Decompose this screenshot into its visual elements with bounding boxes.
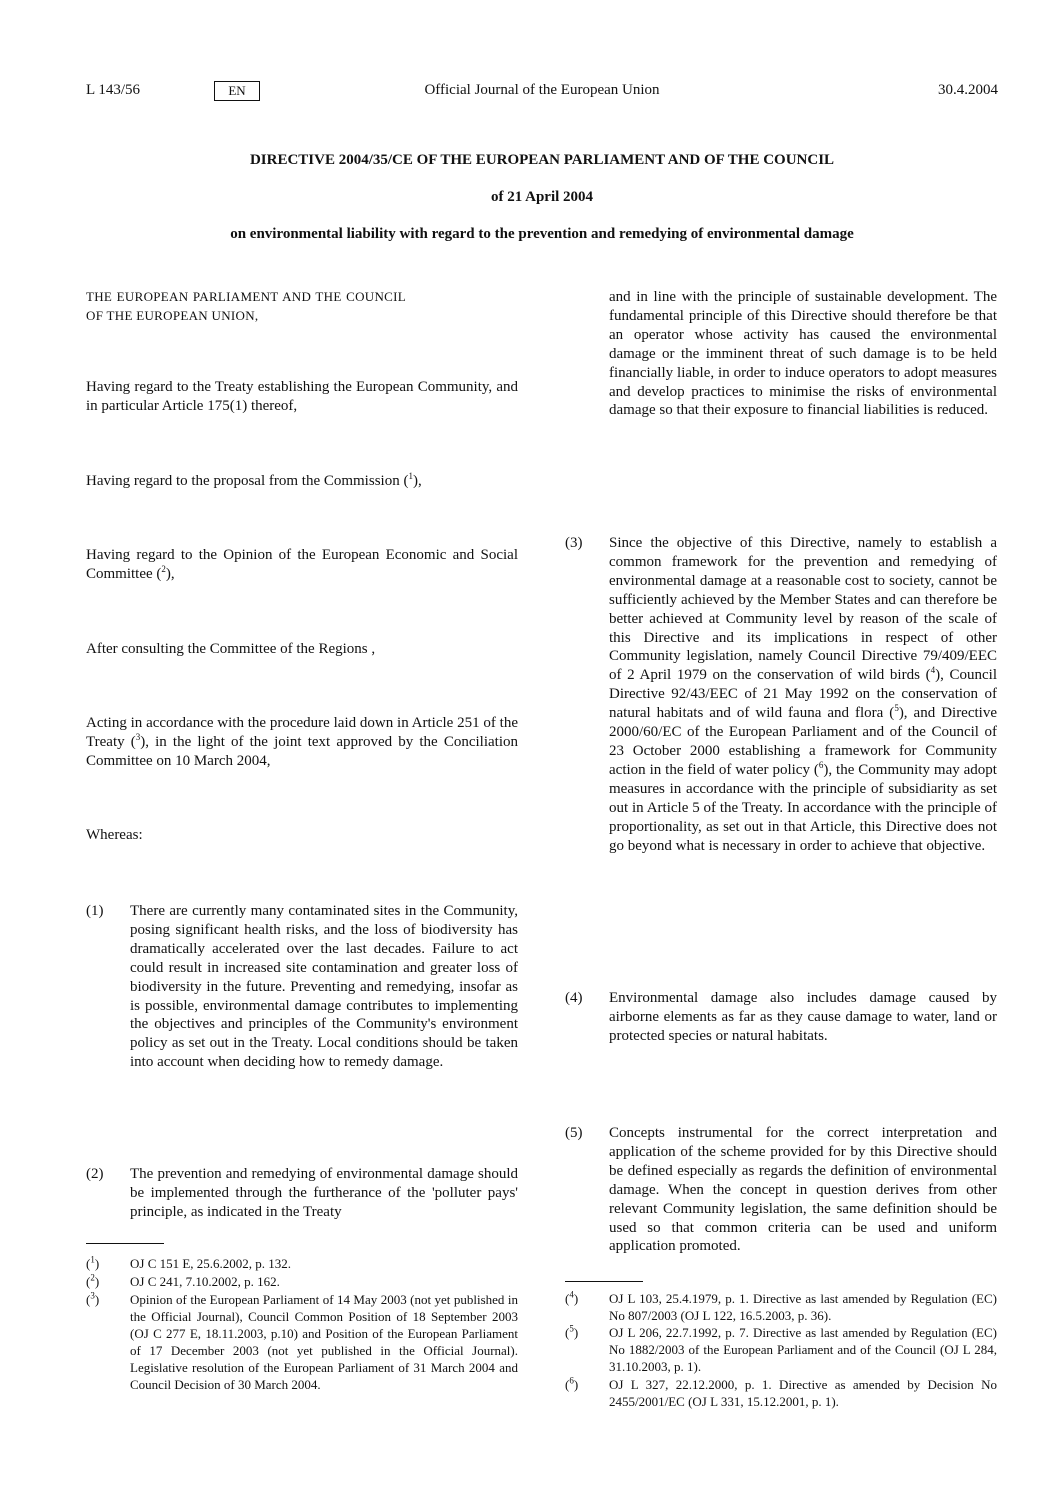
footnote-text: OJ L 327, 22.12.2000, p. 1. Directive as amended by Decision No 2455/2001/EC (OJ L 331, 15.12.2001, p. 1).	[609, 1377, 997, 1409]
footnote-number: ($^1$)	[86, 1254, 100, 1271]
footnote-number: ($^3$)	[86, 1290, 100, 1307]
recital-text: The prevention and remedying of environmental damage should be implemented through the furtherance of the 'polluter pays' principle, as indicated in the Treaty	[130, 1166, 518, 1220]
preamble-regions: After consulting the Committee of the Regions ,	[86, 641, 376, 657]
footnote-text: Opinion of the European Parliament of 14 May 2003 (not yet published in the Official Journal), Council Common Position of 18 September 2003 (OJ C 277 E, 18.11.2003, p.10) and Position of the European Parliament of 17 December 2003 (not yet published in the Official Journal). Legislative resolution of the European Parliament of 31 March 2004 and Council Decision of 30 March 2004.	[130, 1292, 518, 1392]
recital-number: (1)	[86, 903, 104, 919]
recital-number: (4)	[565, 990, 583, 1006]
footnote-text: OJ L 103, 25.4.1979, p. 1. Directive as last amended by Regulation (EC) No 807/2003 (OJ L 122, 16.5.2003, p. 36).	[609, 1291, 997, 1323]
footnote-number: ($^4$)	[565, 1289, 579, 1306]
journal-title: Official Journal of the European Union	[424, 82, 660, 98]
footnote-ref-5: 5	[894, 703, 899, 714]
preamble-procedure-end: ), in the light of the joint text approved by the Conciliation Committee on 10 March 2004,	[86, 733, 519, 769]
recital-number: (2)	[86, 1166, 104, 1182]
footnote-ref-6: 6	[818, 759, 824, 770]
footnote-ref-4: 4	[930, 665, 936, 676]
preamble-proposal	[86, 472, 518, 491]
recital-number: (5)	[565, 1125, 583, 1141]
publication-date: 30.4.2004	[938, 82, 998, 98]
directive-title-block	[86, 152, 998, 263]
preamble-treaty: Having regard to the Treaty establishing the European Community, and in particular Article 175(1) thereof,	[86, 379, 518, 414]
directive-subject: on environmental liability with regard to the prevention and remedying of environmental damage	[230, 226, 854, 242]
footnote-number: ($^5$)	[565, 1323, 579, 1340]
preamble-opinion-end: ),	[165, 565, 175, 582]
recital-text: There are currently many contaminated sites in the Community, posing significant health risks, and the loss of biodiversity has dramatically accelerated over the last decades. Failure to act could result in increased site contamination and greater loss of biodiversity in the future. Preventing and remedying, insofar as is possible, environmental damage contributes to implementing the objectives and principles of the Community's environment policy as set out in the Treaty. Local conditions should be taken into account when deciding how to remedy damage.	[130, 903, 518, 1071]
footnote-ref-3: 3	[135, 731, 141, 742]
preamble-opinion-text: Having regard to the Opinion of the European Economic and Social Committee (	[86, 547, 518, 582]
recital-text: Environmental damage also includes damage caused by airborne elements as far as they cause damage to water, land or protected species or natural habitats.	[609, 990, 997, 1044]
preamble-parties: THE EUROPEAN PARLIAMENT AND THE COUNCIL OF THE EUROPEAN UNION,	[86, 289, 406, 323]
footnote-separator	[86, 1243, 164, 1244]
recital-text: Since the objective of this Directive, namely to establish a common framework for the prevention and remedying of environmental damage at a reasonable cost to society, cannot be sufficiently achieved by the Member States and can therefore be better achieved at Community level by reason of the scale of this Directive and its implications in respect of other Community legislation, namely Council Directive 79/409/EEC of 2 April 1979 on the conservation of wild birds ($^4$), Council Directive 92/43/EEC of 21 May 1992 on the conservation of natural habitats and of wild fauna and flora ($^5$), and Directive 2000/60/EC of the European Parliament and of the Council of 23 October 2000 establishing a framework for Community action in the field of water policy ($^6$), the Community may adopt measures in accordance with the principle of subsidiarity as set out in Article 5 of the Treaty. In accordance with the principle of proportionality, as set out in that Article, this Directive does not go beyond what is necessary in order to achieve that objective.	[609, 535, 997, 854]
footnote-ref-2: 2	[161, 563, 166, 574]
recital-number: (3)	[565, 535, 583, 551]
preamble-procedure	[86, 714, 518, 771]
preamble-opinion	[86, 546, 518, 584]
footnote-text: OJ C 151 E, 25.6.2002, p. 132.	[130, 1256, 292, 1271]
directive-title: DIRECTIVE 2004/35/CE OF THE EUROPEAN PARLIAMENT AND OF THE COUNCIL	[249, 152, 835, 168]
whereas-label: Whereas:	[86, 827, 143, 843]
language-badge: EN	[214, 81, 260, 101]
footnote-text: OJ L 206, 22.7.1992, p. 7. Directive as last amended by Regulation (EC) No 1882/2003 of the European Parliament and of the Council (OJ L 284, 31.10.2003, p. 1).	[609, 1325, 997, 1374]
directive-date: of 21 April 2004	[490, 189, 594, 205]
footnote-text: OJ C 241, 7.10.2002, p. 162.	[130, 1274, 280, 1289]
preamble-proposal-end: ),	[412, 473, 422, 489]
page-header	[86, 82, 998, 104]
footnote-number: ($^6$)	[565, 1375, 579, 1392]
footnote-ref-1: 1	[408, 471, 413, 481]
page-reference: L 143/56	[86, 82, 141, 98]
footnote-separator	[565, 1281, 643, 1282]
preamble-proposal-text: Having regard to the proposal from the Commission (	[86, 473, 409, 489]
preamble-procedure-text: Acting in accordance with the procedure laid down in Article 251 of the Treaty (	[86, 715, 518, 750]
footnote-number: ($^2$)	[86, 1272, 100, 1289]
recital-2-continued: and in line with the principle of sustainable development. The fundamental principle of this Directive should therefore be that an operator whose activity has caused the environmental damage or the imminent threat of such damage is to be held financially liable, in order to induce operators to adopt measures and develop practices to minimise the risks of environmental damage so that their exposure to financial liabilities is reduced.	[609, 289, 997, 419]
recital-text: Concepts instrumental for the correct interpretation and application of the scheme provided for by this Directive should be defined especially as regards the definition of environmental damage. When the concept in question derives from other relevant Community legislation, the same definition should be used so that common criteria can be used and uniform application promoted.	[609, 1125, 997, 1255]
